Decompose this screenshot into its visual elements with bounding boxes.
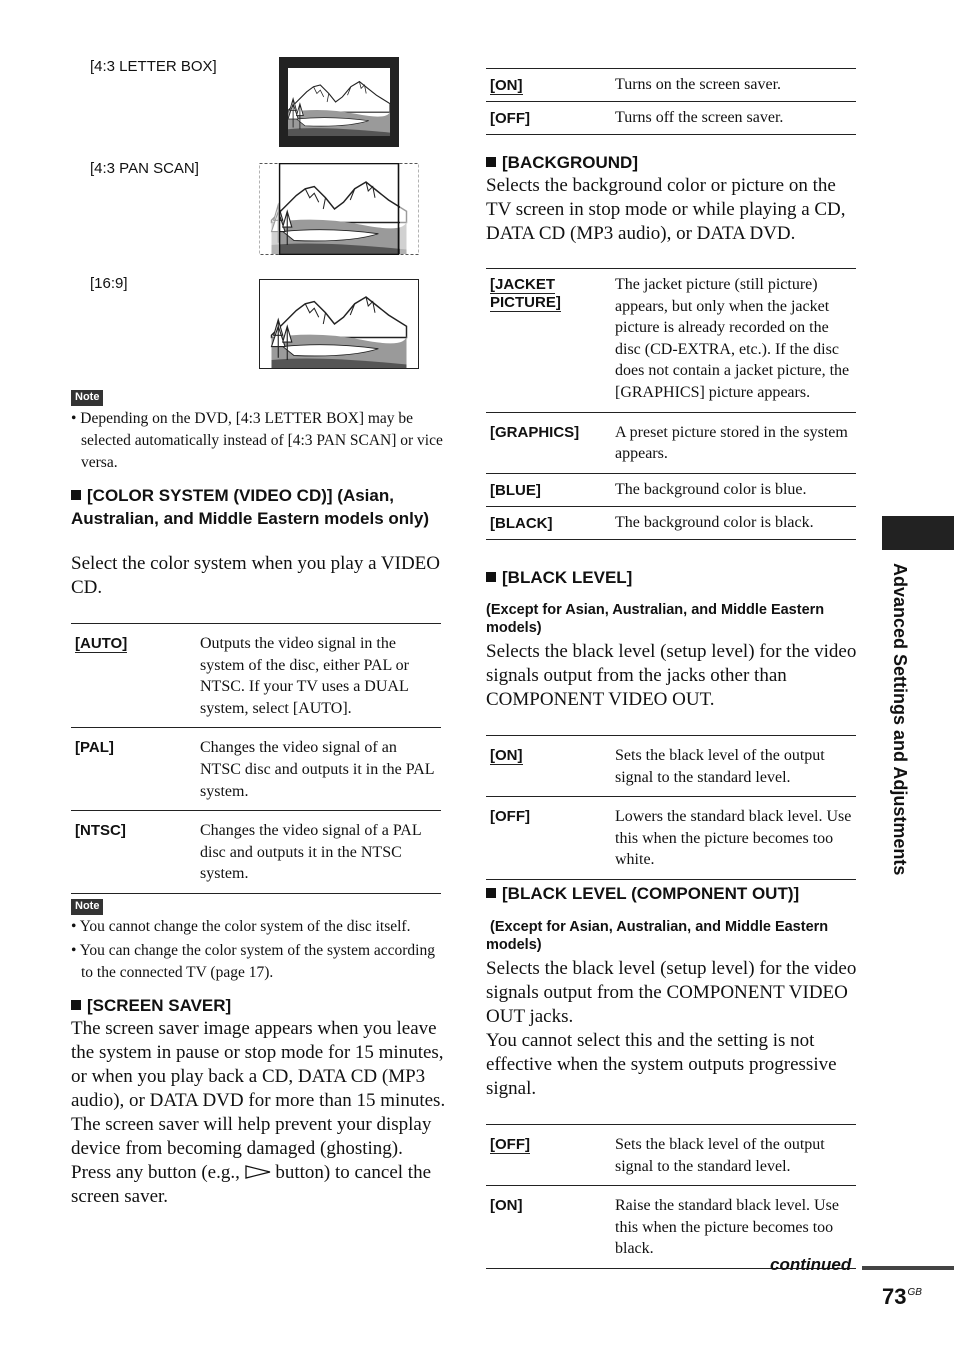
play-icon	[245, 1165, 271, 1179]
option-key: [GRAPHICS]	[490, 423, 580, 441]
option-desc: A preset picture stored in the system appears.	[615, 412, 856, 473]
figure-label-pan-scan: [4:3 PAN SCAN]	[90, 160, 199, 177]
black-level-heading: [BLACK LEVEL]	[486, 566, 632, 589]
background-table	[486, 268, 856, 540]
table-row	[486, 412, 856, 473]
option-key: [ON]	[490, 77, 523, 94]
screen-saver-heading: [SCREEN SAVER]	[71, 994, 231, 1017]
note-list	[71, 916, 446, 984]
table-row	[71, 728, 441, 811]
table-row	[486, 797, 856, 880]
black-level-component-subheading: (Except for Asian, Australian, and Middle Eastern models)	[486, 919, 829, 953]
option-desc: Lowers the standard black level. Use this when the picture becomes too white.	[615, 797, 856, 880]
figure-label-letter-box: [4:3 LETTER BOX]	[90, 58, 217, 75]
option-key: [ON]	[490, 1197, 523, 1215]
wide-illustration	[259, 279, 419, 369]
note-badge: Note	[71, 390, 103, 406]
screen-saver-body: The screen saver image appears when you leave the system in pause or stop mode for 15 minutes, or when you play back a CD, DATA CD (MP3 audio), or DATA DVD for more than 15 minutes. The screen saver will help prevent your display device from becoming damaged (ghosting). Press any button (e.g., button) to cancel the screen saver.	[71, 1018, 446, 1207]
option-key: [BLUE]	[490, 481, 541, 499]
note-item: • You can change the color system of the system according to the connected TV (page 17).	[71, 942, 435, 981]
option-key: [ON]	[490, 747, 523, 764]
figure-label-16-9: [16:9]	[90, 275, 128, 292]
option-desc: Changes the video signal of an NTSC disc and outputs it in the PAL system.	[200, 728, 441, 811]
black-level-component-body: Selects the black level (setup level) for the video signals output from the COMPONENT VIDEO OUT jacks. You cannot select this and the setting is not effective when the system outputs progressive signal.	[486, 958, 857, 1099]
color-system-table	[71, 623, 441, 894]
black-level-component-table	[486, 1124, 856, 1269]
table-row	[71, 624, 441, 728]
option-key: [JACKET PICTURE]	[490, 276, 561, 311]
side-tab-marker	[882, 516, 954, 550]
background-heading: [BACKGROUND]	[486, 151, 638, 174]
table-row	[486, 473, 856, 506]
table-row	[486, 69, 856, 102]
option-key: [OFF]	[490, 1136, 530, 1153]
option-desc: Changes the video signal of a PAL disc and outputs it in the NTSC system.	[200, 811, 441, 894]
option-desc: Sets the black level of the output signal to the standard level.	[615, 736, 856, 797]
page-number: $73^{GB}$	[882, 1284, 922, 1309]
screen-saver-table	[486, 68, 856, 135]
black-level-subheading: (Except for Asian, Australian, and Middle Eastern models)	[486, 602, 825, 636]
continued-label: continued	[770, 1255, 852, 1274]
table-row	[486, 102, 856, 135]
side-tab-label: Advanced Settings and Adjustments	[890, 563, 910, 876]
table-row	[486, 269, 856, 413]
option-key: [PAL]	[75, 739, 114, 757]
letter-box-illustration	[279, 57, 399, 147]
option-key: [OFF]	[490, 808, 530, 826]
option-desc: Turns off the screen saver.	[615, 102, 856, 135]
option-key: [BLACK]	[490, 514, 553, 532]
table-row	[486, 736, 856, 797]
table-row	[71, 811, 441, 894]
option-key: [AUTO]	[75, 635, 128, 652]
option-desc: Outputs the video signal in the system of the disc, either PAL or NTSC. If your TV uses a DUAL system, select [AUTO].	[200, 624, 441, 728]
option-desc: The background color is black.	[615, 506, 856, 539]
option-key: [OFF]	[490, 110, 530, 127]
black-level-component-heading: [BLACK LEVEL (COMPONENT OUT)]	[486, 882, 799, 905]
table-row	[486, 1125, 856, 1186]
color-system-heading: [COLOR SYSTEM (VIDEO CD)] (Asian, Australian, and Middle Eastern models only)	[71, 486, 430, 528]
note-item: • You cannot change the color system of the disc itself.	[71, 918, 411, 935]
option-desc: Turns on the screen saver.	[615, 69, 856, 102]
note-badge: Note	[71, 899, 103, 915]
table-row	[486, 506, 856, 539]
pan-scan-illustration	[259, 163, 419, 255]
option-desc: Sets the black level of the output signal to the standard level.	[615, 1125, 856, 1186]
black-level-body: Selects the black level (setup level) for the video signals output from the jacks other than COMPONENT VIDEO OUT.	[486, 641, 857, 710]
color-system-body: Select the color system when you play a VIDEO CD.	[71, 553, 441, 598]
continued-rule	[862, 1266, 954, 1270]
background-body: Selects the background color or picture on the TV screen in stop mode or while playing a CD, DATA CD (MP3 audio), or DATA DVD.	[486, 175, 846, 244]
option-desc: Raise the standard black level. Use this when the picture becomes too black.	[615, 1186, 856, 1269]
option-desc: The background color is blue.	[615, 473, 856, 506]
option-key: [NTSC]	[75, 822, 126, 840]
option-desc: The jacket picture (still picture) appears, but only when the jacket picture is already recorded on the disc (CD-EXTRA, etc.). If the disc does not contain a jacket picture, the [GRAPHICS] picture appears.	[615, 269, 856, 413]
black-level-table	[486, 735, 856, 880]
note-text: • Depending on the DVD, [4:3 LETTER BOX] may be selected automatically instead of [4:3 PAN SCAN] or vice versa.	[71, 410, 443, 471]
